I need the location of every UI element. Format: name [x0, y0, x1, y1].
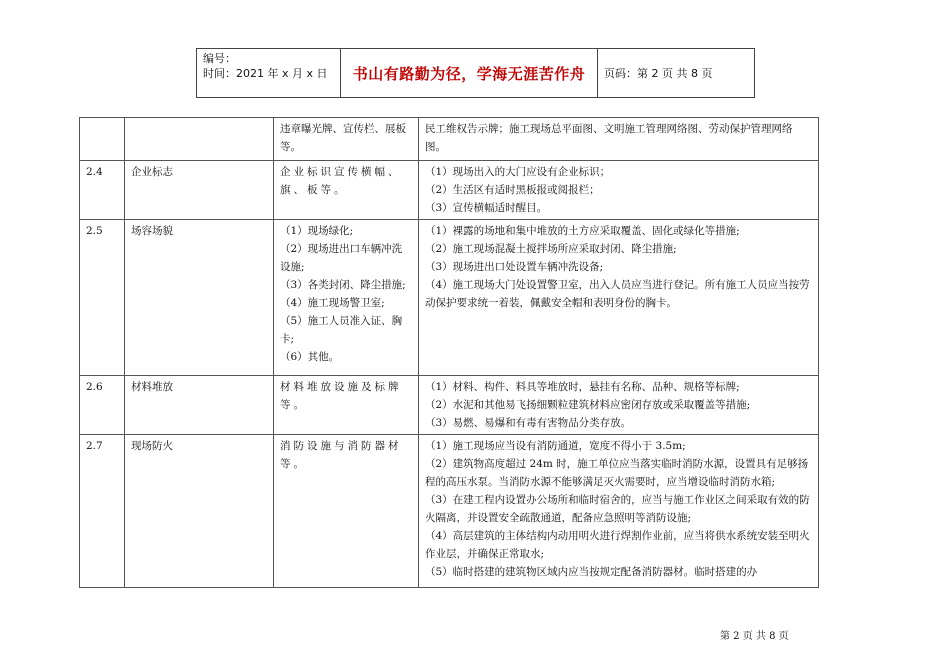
requirement-line: （1）材料、构件、料具等堆放时，悬挂有名称、品种、规格等标牌; — [425, 381, 740, 393]
requirement-line: （1）裸露的场地和集中堆放的土方应采取覆盖、固化或绿化等措施; — [425, 225, 740, 237]
item-name: 企业标志 — [125, 161, 274, 220]
requirement-line: （2）建筑物高度超过 24m 时，施工单位应当落实临时消防水源，设置具有足够扬程的高压水泵。当消防水源不能够满足灭火需要时，应当增设临时消防水箱; — [425, 458, 809, 488]
number-label: 编号： — [203, 52, 236, 65]
requirement-line: （2）生活区有适时黑板报或阅报栏； — [425, 184, 600, 196]
page-header — [196, 48, 755, 98]
item-number: 2.7 — [80, 435, 125, 588]
requirement-line: （3）易燃、易爆和有毒有害物品分类存放。 — [425, 417, 632, 429]
requirement-line: （4）高层建筑的主体结构内动用明火进行焊割作业前，应当将供水系统安装至明火作业层，并确保正常取水; — [425, 530, 810, 560]
table-row — [80, 435, 819, 588]
requirement-line: （2）水泥和其他易飞扬细颗粒建筑材料应密闭存放或采取覆盖等措施; — [425, 399, 751, 411]
content-line: 材料堆放设施及标牌等。 — [280, 381, 402, 411]
table-row — [80, 376, 819, 435]
item-requirements — [419, 435, 819, 588]
content-line: （2）现场进出口车辆冲洗设施; — [280, 243, 403, 273]
content-line: （5）施工人员准入证、胸卡; — [280, 315, 403, 345]
requirement-line: 民工维权告示牌；施工现场总平面图、文明施工管理网络图、劳动保护管理网络图。 — [425, 123, 793, 153]
item-content — [274, 161, 419, 220]
page-label: 页码：第 2 页 共 8 页 — [604, 67, 713, 80]
item-name — [125, 118, 274, 161]
item-content — [274, 220, 419, 376]
item-name: 材料堆放 — [125, 376, 274, 435]
page-footer: 第 2 页 共 8 页 — [720, 631, 789, 642]
table-row — [80, 118, 819, 161]
requirement-line: （1）施工现场应当设有消防通道，宽度不得小于 3.5m; — [425, 440, 686, 452]
item-requirements — [419, 220, 819, 376]
content-line: （3）各类封闭、降尘措施; — [280, 279, 406, 291]
content-line: 消防设施与消防器材等。 — [280, 440, 402, 470]
item-number: 2.6 — [80, 376, 125, 435]
requirement-line: （2）施工现场混凝土搅拌场所应采取封闭、降尘措施; — [425, 243, 677, 255]
content-line: （4）施工现场警卫室; — [280, 297, 385, 309]
item-content — [274, 376, 419, 435]
requirement-line: （5）临时搭建的建筑物区域内应当按规定配备消防器材。临时搭建的办 — [425, 566, 758, 578]
header-meta — [197, 49, 341, 97]
requirement-line: （3）现场进出口处设置车辆冲洗设备; — [425, 261, 604, 273]
table-row — [80, 161, 819, 220]
time-label: 时间：2021 年 x 月 x 日 — [203, 67, 328, 80]
content-line: （6）其他。 — [280, 351, 340, 363]
item-content — [274, 435, 419, 588]
item-number — [80, 118, 125, 161]
requirement-line: （3）在建工程内设置办公场所和临时宿舍的，应当与施工作业区之间采取有效的防火隔离，并设置安全疏散通道，配备应急照明等消防设施; — [425, 494, 810, 524]
item-requirements — [419, 161, 819, 220]
content-line: （1）现场绿化; — [280, 225, 354, 237]
item-name: 现场防火 — [125, 435, 274, 588]
item-requirements — [419, 376, 819, 435]
content-line: 违章曝光牌、宣传栏、展板等。 — [280, 123, 406, 153]
motto: 书山有路勤为径，学海无涯苦作舟 — [341, 49, 598, 97]
item-number: 2.4 — [80, 161, 125, 220]
content-line: 企业标识宣传横幅、旗、板等。 — [280, 166, 402, 196]
requirements-table — [79, 117, 819, 588]
item-name: 场容场貌 — [125, 220, 274, 376]
requirement-line: （3）宣传横幅适时醒目。 — [425, 202, 548, 214]
item-number: 2.5 — [80, 220, 125, 376]
requirement-line: （4）施工现场大门处设置警卫室，出入人员应当进行登记。所有施工人员应当按劳动保护要求统一着装，佩戴安全帽和表明身份的胸卡。 — [425, 279, 810, 309]
requirement-line: （1）现场出入的大门应设有企业标识； — [425, 166, 611, 178]
table-row — [80, 220, 819, 376]
item-content — [274, 118, 419, 161]
item-requirements — [419, 118, 819, 161]
